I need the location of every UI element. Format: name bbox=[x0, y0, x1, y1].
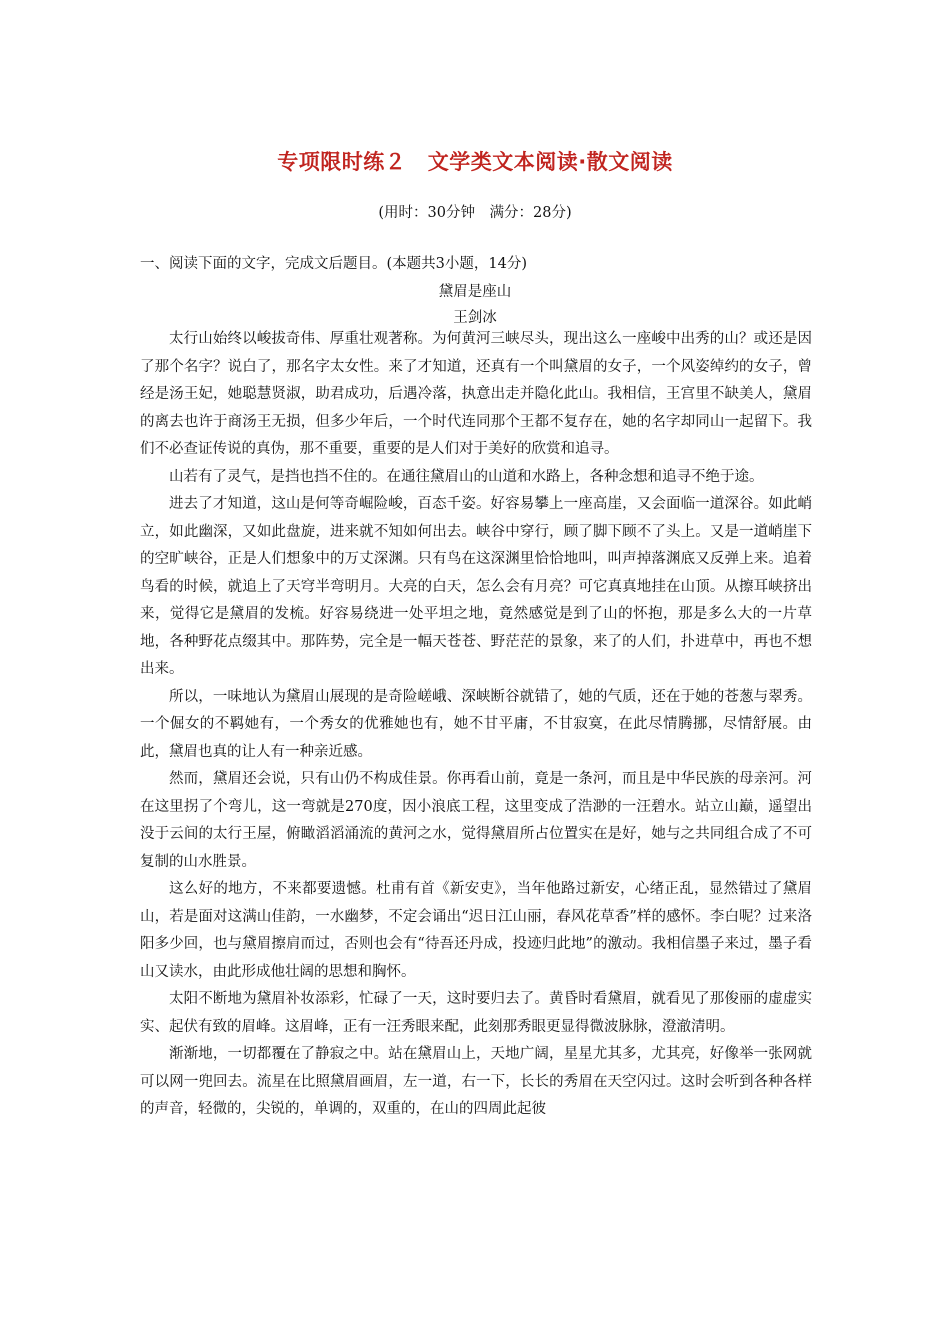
paragraph: 进去了才知道，这山是何等奇崛险峻，百态千姿。好容易攀上一座高崖，又会面临一道深谷。如此峭立，如此幽深，又如此盘旋，进来就不知如何出去。峡谷中穿行，顾了脚下顾不了头上。又是一道峭崖下的空旷峡谷，正是人们想象中的万丈深渊。只有鸟在这深渊里恰恰地叫，叫声掉落渊底又反弹上来。追着鸟看的时候，就追上了天穹半弯明月。大亮的白天，怎么会有月亮？可它真真地挂在山顶。从擦耳峡挤出来，觉得它是黛眉的发梳。好容易绕进一处平坦之地，竟然感觉是到了山的怀抱，那是多么大的一片草地，各种野花点缀其中。那阵势，完全是一幅天苍苍、野茫茫的景象，来了的人们，扑进草中，再也不想出来。 bbox=[140, 496, 812, 677]
section-heading: 一、阅读下面的文字，完成文后题目。(本题共3小题，14分) bbox=[140, 256, 527, 272]
paragraph: 渐渐地，一切都覆在了静寂之中。站在黛眉山上，天地广阔，星星尤其多，尤其亮，好像举一张网就可以网一兜回去。流星在比照黛眉画眉，左一道，右一下，长长的秀眉在天空闪过。这时会听到各种各样的声音，轻微的，尖锐的，单调的，双重的，在山的四周此起彼 bbox=[140, 1046, 812, 1117]
article-author: 王剑冰 bbox=[453, 310, 497, 326]
paragraph: 太阳不断地为黛眉补妆添彩，忙碌了一天，这时要归去了。黄昏时看黛眉，就看见了那俊丽的虚虚实实、起伏有致的眉峰。这眉峰，正有一汪秀眼来配，此刻那秀眼更显得微波脉脉，澄澈清明。 bbox=[140, 991, 812, 1035]
time-score-info: (用时：30分钟 满分：28分) bbox=[378, 205, 572, 221]
paragraph: 太行山始终以峻拔奇伟、厚重壮观著称。为何黄河三峡尽头，现出这么一座峻中出秀的山？或还是因了那个名字？说白了，那名字太女性。来了才知道，还真有一个叫黛眉的女子，一个风姿绰约的女子，曾经是汤王妃，她聪慧贤淑，助君成功，后遇冷落，执意出走并隐化此山。我相信，王宫里不缺美人，黛眉的离去也许于商汤王无损，但多少年后，一个时代连同那个王都不复存在，她的名字却同山一起留下。我们不必查证传说的真伪，那不重要，重要的是人们对于美好的欣赏和追寻。 bbox=[140, 331, 812, 457]
paragraph: 这么好的地方，不来都要遗憾。杜甫有首《新安吏》，当年他路过新安，心绪正乱，显然错过了黛眉山，若是面对这满山佳韵，一水幽梦，不定会诵出“迟日江山丽，春风花草香”样的感怀。李白呢？过来洛阳多少回，也与黛眉擦肩而过，否则也会有“待吾还丹成，投迹归此地”的激动。我相信墨子来过，墨子看山又读水，由此形成他壮阔的思想和胸怀。 bbox=[140, 881, 812, 980]
paragraph: 山若有了灵气，是挡也挡不住的。在通往黛眉山的山道和水路上，各种念想和追寻不绝于途。 bbox=[169, 468, 764, 485]
paragraph: 所以，一味地认为黛眉山展现的是奇险嵯峨、深峡断谷就错了，她的气质，还在于她的苍葱与翠秀。一个倔女的不羁她有，一个秀女的优雅她也有，她不甘平庸，不甘寂寞，在此尽情腾挪，尽情舒展。由此，黛眉也真的让人有一种亲近感。 bbox=[140, 688, 812, 760]
article-body bbox=[140, 326, 812, 1124]
article-title: 黛眉是座山 bbox=[438, 284, 512, 300]
page-title: 专项限时练２ 文学类文本阅读·散文阅读 bbox=[277, 150, 673, 174]
paragraph: 然而，黛眉还会说，只有山仍不构成佳景。你再看山前，竟是一条河，而且是中华民族的母亲河。河在这里拐了个弯儿，这一弯就是270度，因小浪底工程，这里变成了浩渺的一汪碧水。站立山巅，遥望出没于云间的太行王屋，俯瞰滔滔涌流的黄河之水，觉得黛眉所占位置实在是好，她与之共同组合成了不可复制的山水胜景。 bbox=[140, 771, 812, 870]
